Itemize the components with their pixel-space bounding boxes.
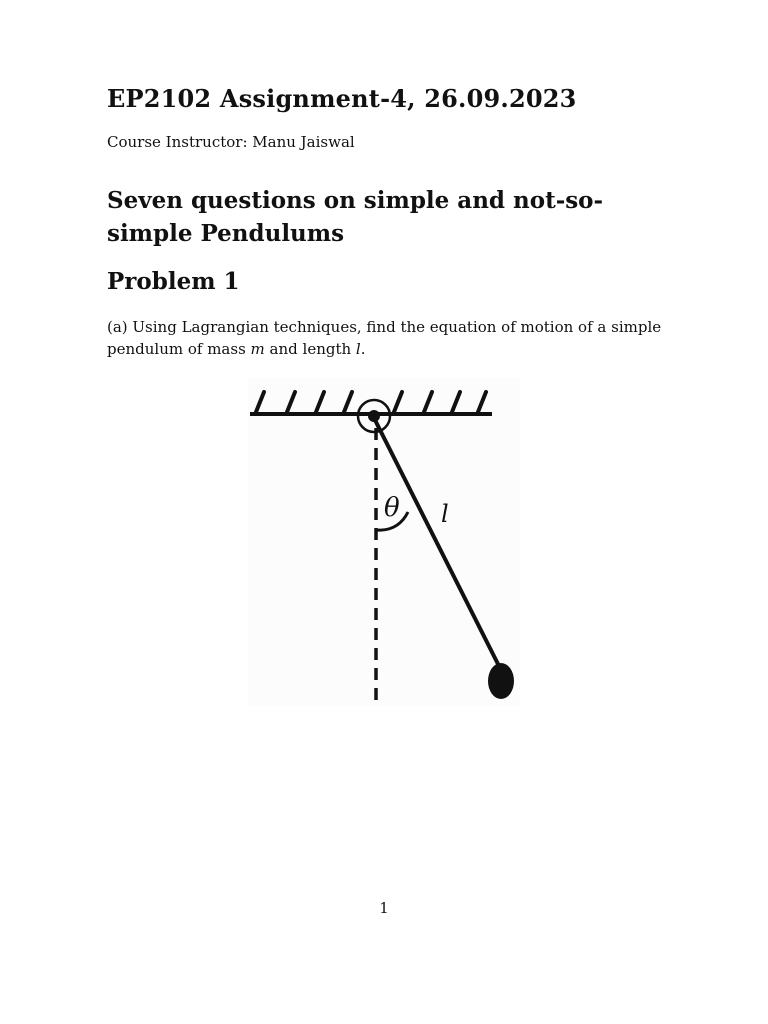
pendulum-figure — [248, 378, 520, 706]
problem-text-part3: . — [360, 340, 366, 358]
problem-text — [107, 316, 677, 360]
course-instructor: Course Instructor: Manu Jaiswal — [107, 133, 355, 151]
angle-label: θ — [384, 493, 400, 523]
pendulum-bob — [488, 663, 514, 699]
length-label: l — [441, 500, 449, 528]
section-heading: Seven questions on simple and not-so-simple Pendulums — [107, 187, 604, 247]
page-number: 1 — [379, 899, 389, 917]
length-symbol: l — [355, 340, 361, 358]
mass-symbol: m — [250, 340, 265, 358]
problem-heading: Problem 1 — [107, 268, 240, 295]
assignment-title: EP2102 Assignment-4, 26.09.2023 — [107, 84, 577, 113]
problem-text-part1: (a) Using Lagrangian techniques, find the equation of motion of a simple pendulum of mass — [107, 318, 662, 358]
problem-text-part2: and length — [264, 340, 356, 358]
